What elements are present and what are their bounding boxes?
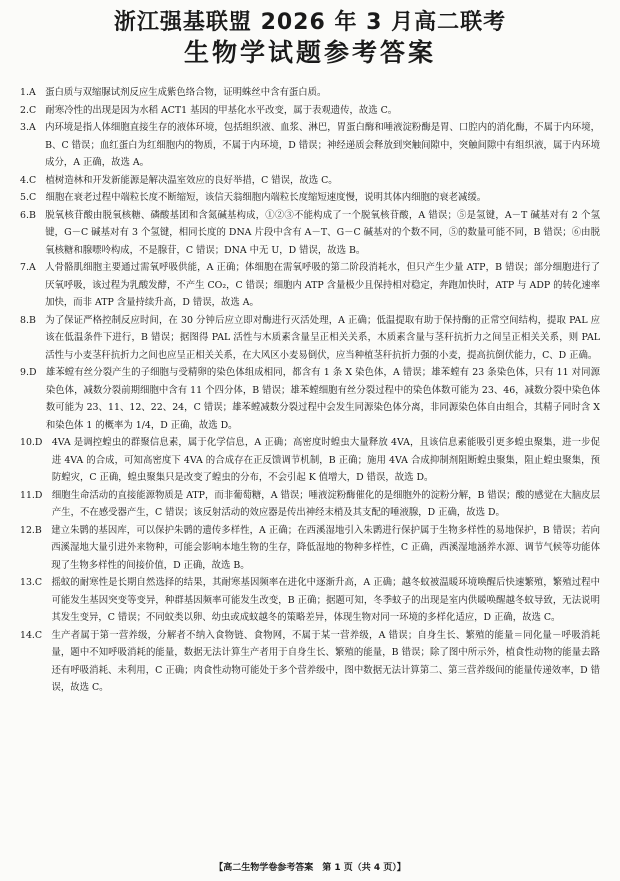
answer-explanation: 生产者属于第一营养级，分解者不纳入食物链、食物网，不属于某一营养级，A 错误；自身生长、繁殖的能量＝同化量－呼吸消耗量，题中不知呼吸消耗的能量，数据无法计算生产者用于自身生长、繁殖的能量，B 错误；除了图中所示外，植食性动物的能量去路还有呼吸消耗、未利用，C 正确；肉食性动物可能处于多个营养级中，图中数据无法计算第二、第三营养级间的能量传递效率，D 错误，故选 C。 (51, 629, 600, 693)
answer-label: 13.C (20, 577, 52, 588)
document-title: 生物学试题参考答案 (183, 38, 436, 67)
answer-label: 7.A (20, 262, 46, 273)
answer-explanation: 耐寒冷性的出现是因为水稻 ACT1 基因的甲基化水平改变，属于表观遗传，故选 C。 (45, 104, 398, 116)
answer-label: 9.D (20, 367, 46, 378)
answer-item (20, 487, 600, 522)
answer-explanation: 细胞在衰老过程中端粒长度不断缩短，该信天翁细胞内端粒长度缩短速度慢，说明其体内细胞的衰老减缓。 (45, 192, 487, 203)
answer-label: 14.C (20, 629, 52, 641)
answer-label: 11.D (20, 489, 52, 501)
answer-label: 3.A (20, 122, 46, 133)
answer-item (20, 627, 600, 697)
answer-label: 12.B (20, 524, 52, 536)
answer-label: 2.C (20, 104, 46, 116)
answer-explanation: 细胞生命活动的直接能源物质是 ATP，而非葡萄糖，A 错误；唾液淀粉酶催化的是细胞外的淀粉分解，B 错误；酸的感觉在大脑皮层产生，不在感受器产生，C 错误；该反射活动的效应器是传出神经末梢及其支配的唾液腺，D 正确，故选 D。 (51, 489, 600, 518)
answer-item (20, 189, 600, 207)
exam-title: 浙江强基联盟 2026 年 3 月高二联考 (113, 10, 507, 35)
answer-label: 8.B (20, 314, 46, 326)
answer-explanation: 脱氧核苷酸由脱氧核糖、磷酸基团和含氮碱基构成，①②③不能构成了一个脱氧核苷酸，A 错误；⑤是氢键，A－T 碱基对有 2 个氢键，G－C 碱基对有 3 个氢键，相同长度的 DNA 片段中含有 A－T、G－C 碱基对的个数不同，⑤的数量可能不同，B 错误；⑥由脱氧核糖和腺嘌呤构成，不是腺苷，C 错误；DNA 中无 U，D 错误，故选 B。 (45, 209, 600, 256)
answer-label: 1.A (20, 87, 46, 98)
answer-explanation: 蛋白质与双缩脲试剂反应生成紫色络合物，证明蛛丝中含有蛋白质。 (45, 87, 327, 98)
answer-explanation: 内环境是指人体细胞直接生存的液体环境，包括组织液、血浆、淋巴，胃蛋白酶和唾液淀粉酶是胃、口腔内的消化酶，不属于内环境，B、C 错误；血红蛋白为红细胞内的物质，不属于内环境，D 错误；神经递质会释放到突触间隙中，突触间隙中有组织液，属于内环境成分，A 正确，故选 A。 (45, 122, 600, 168)
answer-item (20, 207, 600, 260)
answer-item (20, 119, 600, 172)
answer-explanation: 摇蚊的耐寒性是长期自然选择的结果，其耐寒基因频率在进化中逐渐升高，A 正确；越冬蚊被温暖环境唤醒后快速繁殖，繁殖过程中可能发生基因突变等变异，种群基因频率可能发生改变，B 正确；据题可知，冬季蚊子的出现是室内供暖唤醒越冬蚊导致，无法说明其发生变异，C 错误；不同蚊类以卵、幼虫或成蚊越冬的策略差异，体现生物对同一环境的多样化适应，D 正确，故选 C。 (51, 577, 600, 623)
answer-item (20, 312, 600, 365)
answer-list (20, 84, 600, 697)
answer-item (20, 364, 600, 434)
answer-item (20, 522, 600, 575)
answer-label: 10.D (20, 437, 52, 448)
answer-item (20, 574, 600, 627)
answer-label: 6.B (20, 209, 46, 221)
answer-label: 4.C (20, 174, 46, 186)
answer-explanation: 建立朱鹮的基因库，可以保护朱鹮的遗传多样性，A 正确；在西溪湿地引入朱鹮进行保护属于生物多样性的易地保护，B 错误；若向西溪湿地大量引进外来物种，可能会影响本地生物的生存，降低湿地的物种多样性，C 正确，西溪湿地涵养水源、调节气候等功能体现了生物多样性的间接价值，D 正确，故选 B。 (51, 524, 600, 571)
page-footer: 【高二生物学卷参考答案 第 1 页（共 4 页）】 (214, 863, 406, 873)
answer-explanation: 植树造林和开发新能源是解决温室效应的良好举措，C 错误，故选 C。 (45, 174, 338, 186)
answer-item (20, 434, 600, 487)
answer-explanation: 为了保证严格控制反应时间，在 30 分钟后应立即对酶进行灭活处理，A 正确；低温提取有助于保持酶的正常空间结构，提取 PAL 应该在低温条件下进行，B 错误；据图得 PAL 活性与木质素含量呈正相关关系，木质素含量与茎秆抗折力之间呈正相关关系，则 PAL 活性与小麦茎秆抗折力之间也应呈正相关关系，在大风区小麦易倒伏，应当种植茎秆抗折力强的小麦，提高抗倒伏能力，C、D 正确。 (45, 314, 600, 361)
answer-item (20, 259, 600, 312)
answer-item (20, 102, 600, 120)
answer-explanation: 人骨骼肌细胞主要通过需氧呼吸供能，A 正确；体细胞在需氧呼吸的第二阶段消耗水，但只产生少量 ATP，B 错误；部分细胞进行了厌氧呼吸，该过程为乳酸发酵，不产生 CO₂，C 错误；细胞内 ATP 含量极少且保持相对稳定，奔跑加快时，ATP 与 ADP 的转化速率加快，而非 ATP 含量持续升高，D 错误，故选 A。 (45, 262, 600, 308)
answer-explanation: 雄苯螳有丝分裂产生的子细胞与受精卵的染色体组成相同，都含有 1 条 X 染色体，A 错误；雄苯螳有 23 条染色体，只有 11 对同源染色体，减数分裂前期细胞中含有 11 个四分体，B 错误；雄苯螳细胞有丝分裂过程中的染色体数可能为 23、46，减数分裂中染色体数可能为 23、11、12、22、24，C 错误；雄苯螳减数分裂过程中会发生同源染色体分离，非同源染色体自由组合，其精子同时含 X 和染色体 1 的概率为 1/4，D 正确，故选 D。 (45, 367, 600, 431)
answer-item (20, 172, 600, 190)
answer-label: 5.C (20, 192, 46, 203)
answer-explanation: 4VA 是调控蝗虫的群聚信息素，属于化学信息，A 正确；高密度时蝗虫大量释放 4VA，且该信息素能吸引更多蝗虫聚集，进一步促进 4VA 的合成，可知高密度下 4VA 的合成存在正反馈调节机制，B 正确；施用 4VA 合成抑制剂阻断蝗虫聚集，阻止蝗虫聚集，预防蝗灾，C 正确，蝗虫聚集只是改变了蝗虫的分布，不会引起 K 值增大，D 错误，故选 D。 (51, 437, 600, 483)
answer-item (20, 84, 600, 102)
